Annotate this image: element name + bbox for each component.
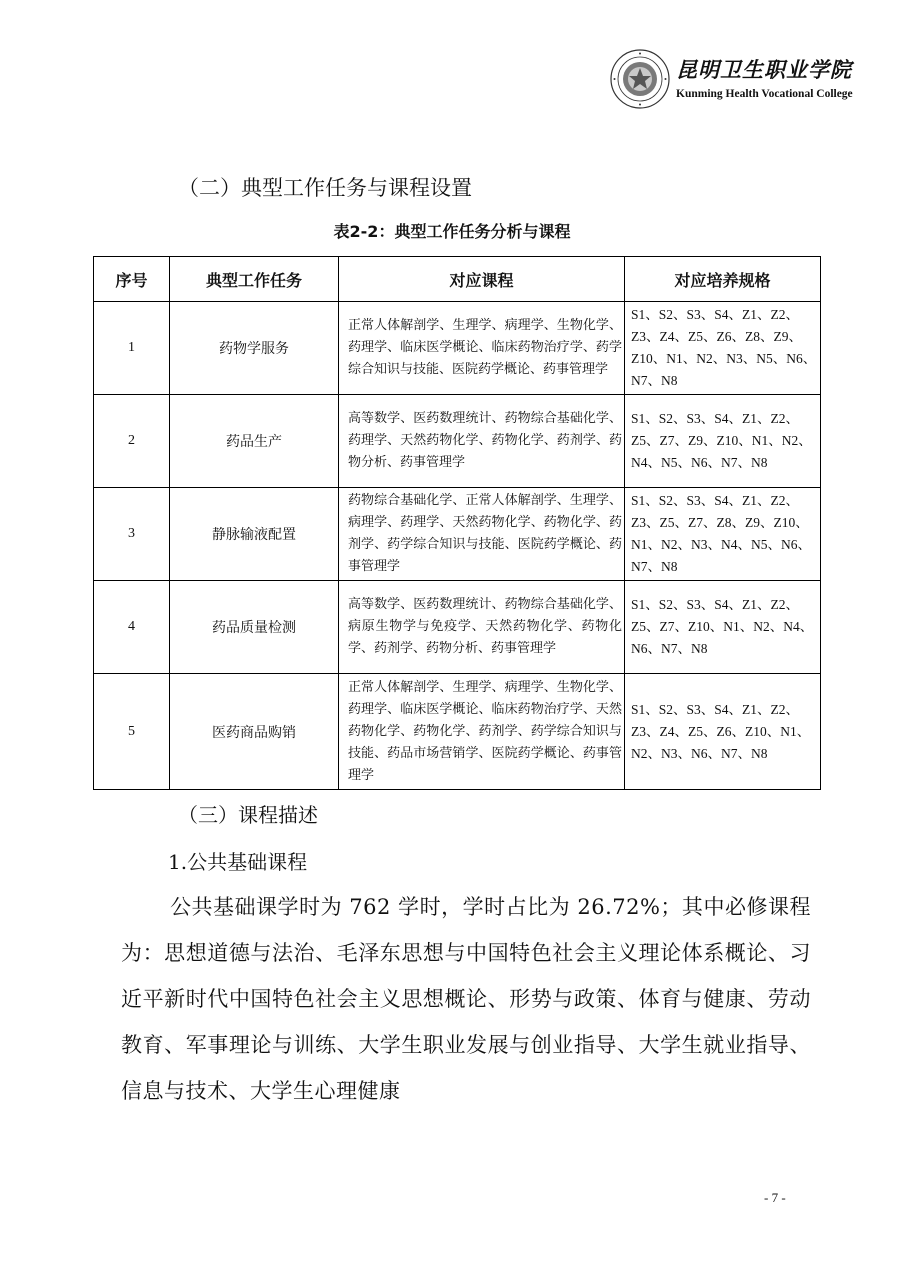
table-row <box>94 674 821 790</box>
college-name-cn: 昆明卫生职业学院 <box>676 57 852 82</box>
table-row <box>94 302 821 395</box>
row-courses: 正常人体解剖学、生理学、病理学、生物化学、药理学、临床医学概论、临床药物治疗学、药学综合知识与技能、医院药学概论、药事管理学 <box>339 302 625 395</box>
body-paragraph: 公共基础课学时为 762 学时，学时占比为 26.72%；其中必修课程为：思想道德与法治、毛泽东思想与中国特色社会主义理论体系概论、习近平新时代中国特色社会主义思想概论、形势与政策、体育与健康、劳动教育、军事理论与训练、大学生职业发展与创业指导、大学生就业指导、信息与技术、大学生心理健康 <box>121 895 811 1103</box>
row-specs: S1、S2、S3、S4、Z1、Z2、Z5、Z7、Z9、Z10、N1、N2、N4、N5、N6、N7、N8 <box>625 395 821 488</box>
row-no: 4 <box>94 581 170 674</box>
header-courses: 对应课程 <box>339 257 625 302</box>
row-courses: 高等数学、医药数理统计、药物综合基础化学、药理学、天然药物化学、药物化学、药剂学、药物分析、药事管理学 <box>339 395 625 488</box>
row-task: 药品生产 <box>170 395 339 488</box>
row-courses: 高等数学、医药数理统计、药物综合基础化学、病原生物学与免疫学、天然药物化学、药物化学、药剂学、药物分析、药事管理学 <box>339 581 625 674</box>
row-specs: S1、S2、S3、S4、Z1、Z2、Z3、Z4、Z5、Z6、Z10、N1、N2、N3、N6、N7、N8 <box>625 674 821 790</box>
table-row <box>94 581 821 674</box>
row-task: 医药商品购销 <box>170 674 339 790</box>
page-header <box>606 44 876 114</box>
row-no: 2 <box>94 395 170 488</box>
table-caption: 表2-2：典型工作任务分析与课程 <box>333 222 571 241</box>
task-course-table <box>93 256 821 790</box>
section-heading: （二）典型工作任务与课程设置 <box>178 176 472 200</box>
table-row <box>94 488 821 581</box>
row-no: 1 <box>94 302 170 395</box>
college-seal-logo <box>610 49 670 109</box>
subsection-heading-course-description: （三）课程描述 <box>178 803 318 827</box>
header-specs: 对应培养规格 <box>625 257 821 302</box>
row-specs: S1、S2、S3、S4、Z1、Z2、Z5、Z7、Z10、N1、N2、N4、N6、N7、N8 <box>625 581 821 674</box>
row-courses: 药物综合基础化学、正常人体解剖学、生理学、病理学、药理学、天然药物化学、药物化学、药剂学、药学综合知识与技能、医院药学概论、药事管理学 <box>339 488 625 581</box>
row-specs: S1、S2、S3、S4、Z1、Z2、Z3、Z4、Z5、Z6、Z8、Z9、Z10、N1、N2、N3、N5、N6、N7、N8 <box>625 302 821 395</box>
row-specs: S1、S2、S3、S4、Z1、Z2、Z3、Z5、Z7、Z8、Z9、Z10、N1、N2、N3、N4、N5、N6、N7、N8 <box>625 488 821 581</box>
page-number: - 7 - <box>764 1190 786 1205</box>
table-row <box>94 395 821 488</box>
row-no: 3 <box>94 488 170 581</box>
row-task: 静脉输液配置 <box>170 488 339 581</box>
table-header-row <box>94 257 821 302</box>
subsection-heading-public-foundation: 1.公共基础课程 <box>168 850 308 874</box>
row-task: 药品质量检测 <box>170 581 339 674</box>
college-name-en: Kunming Health Vocational College <box>676 88 853 100</box>
row-no: 5 <box>94 674 170 790</box>
row-courses: 正常人体解剖学、生理学、病理学、生物化学、药理学、临床医学概论、临床药物治疗学、天然药物化学、药物化学、药剂学、药学综合知识与技能、药品市场营销学、医院药学概论、药事管理学 <box>339 674 625 790</box>
row-task: 药物学服务 <box>170 302 339 395</box>
header-task: 典型工作任务 <box>170 257 339 302</box>
header-no: 序号 <box>94 257 170 302</box>
